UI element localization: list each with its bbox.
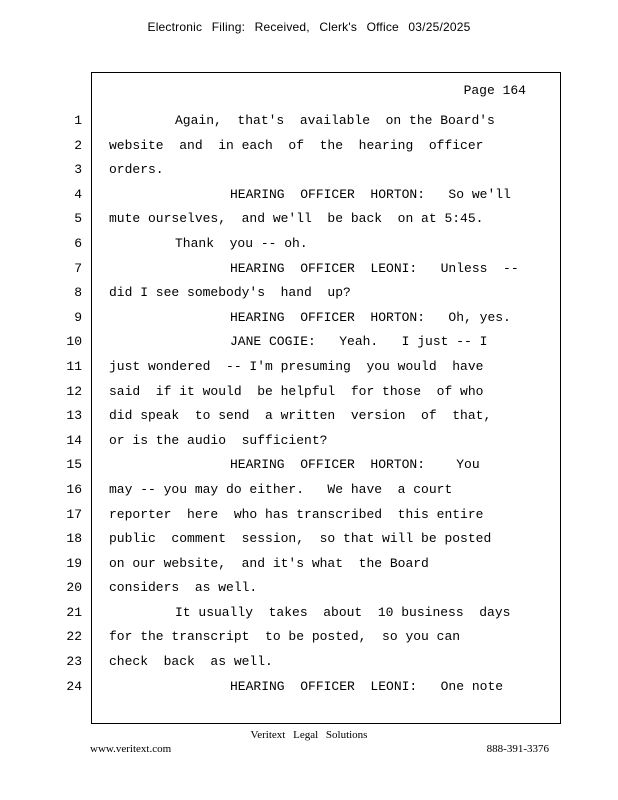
line-number: 1 [74,113,82,128]
transcript-text-column [109,112,549,702]
transcript-line: HEARING OFFICER LEONI: Unless -- [230,260,519,276]
line-number: 2 [74,137,82,153]
transcript-line: HEARING OFFICER HORTON: Oh, yes. [230,309,511,325]
transcript-line: reporter here who has transcribed this entire [109,506,484,522]
line-number: 7 [74,260,82,276]
line-number: 18 [66,531,82,547]
footer-company: Veritext Legal Solutions [250,729,368,741]
line-number: 3 [74,162,82,178]
line-number: 19 [66,555,82,571]
line-number: 12 [66,383,82,399]
line-number: 5 [74,211,82,227]
transcript-line: just wondered -- I'm presuming you would have [109,358,484,374]
transcript-line: Thank you -- oh. [175,235,308,251]
transcript-line: on our website, and it's what the Board [109,555,429,571]
transcript-line: JANE COGIE: Yeah. I just -- I [230,334,488,350]
line-number: 20 [66,580,82,596]
line-number: 11 [66,358,82,374]
line-number: 22 [66,629,82,645]
page-number: Page 164 [463,83,526,98]
line-number: 10 [66,334,82,350]
transcript-line: Again, that's available on the Board's [175,113,495,128]
transcript-line: mute ourselves, and we'll be back on at 5:45. [109,211,484,227]
line-number: 4 [74,186,82,202]
transcript-line: or is the audio sufficient? [109,432,328,448]
transcript-line: HEARING OFFICER HORTON: So we'll [230,186,511,202]
line-number: 9 [74,309,82,325]
transcript-line: public comment session, so that will be posted [109,531,492,547]
transcript-line: website and in each of the hearing officer [109,137,484,153]
line-number: 24 [66,678,82,694]
line-number-column [60,112,82,702]
footer-phone: 888-391-3376 [486,743,549,755]
transcript-line: did I see somebody's hand up? [109,285,351,301]
transcript-line: HEARING OFFICER HORTON: You [230,457,480,473]
transcript-line: did speak to send a written version of that, [109,408,492,424]
transcript-line: may -- you may do either. We have a court [109,481,453,497]
line-number: 6 [74,235,82,251]
transcript-line: HEARING OFFICER LEONI: One note [230,678,504,694]
footer-website: www.veritext.com [90,743,172,755]
line-number: 8 [74,285,82,301]
line-number: 13 [66,408,82,424]
line-number: 21 [66,604,82,620]
transcript-line: It usually takes about 10 business days [175,604,511,620]
transcript-line: considers as well. [109,580,258,596]
transcript-line: for the transcript to be posted, so you can [109,629,461,645]
line-number: 17 [66,506,82,522]
line-number: 23 [66,654,82,670]
transcript-line: orders. [109,162,164,178]
transcript-line: check back as well. [109,654,273,670]
filing-stamp-header: Electronic Filing: Received, Clerk's Office 03/25/2025 [147,20,471,34]
line-number: 16 [66,481,82,497]
line-number: 15 [66,457,82,473]
transcript-line: said if it would be helpful for those of who [109,383,484,399]
line-number: 14 [66,432,82,448]
